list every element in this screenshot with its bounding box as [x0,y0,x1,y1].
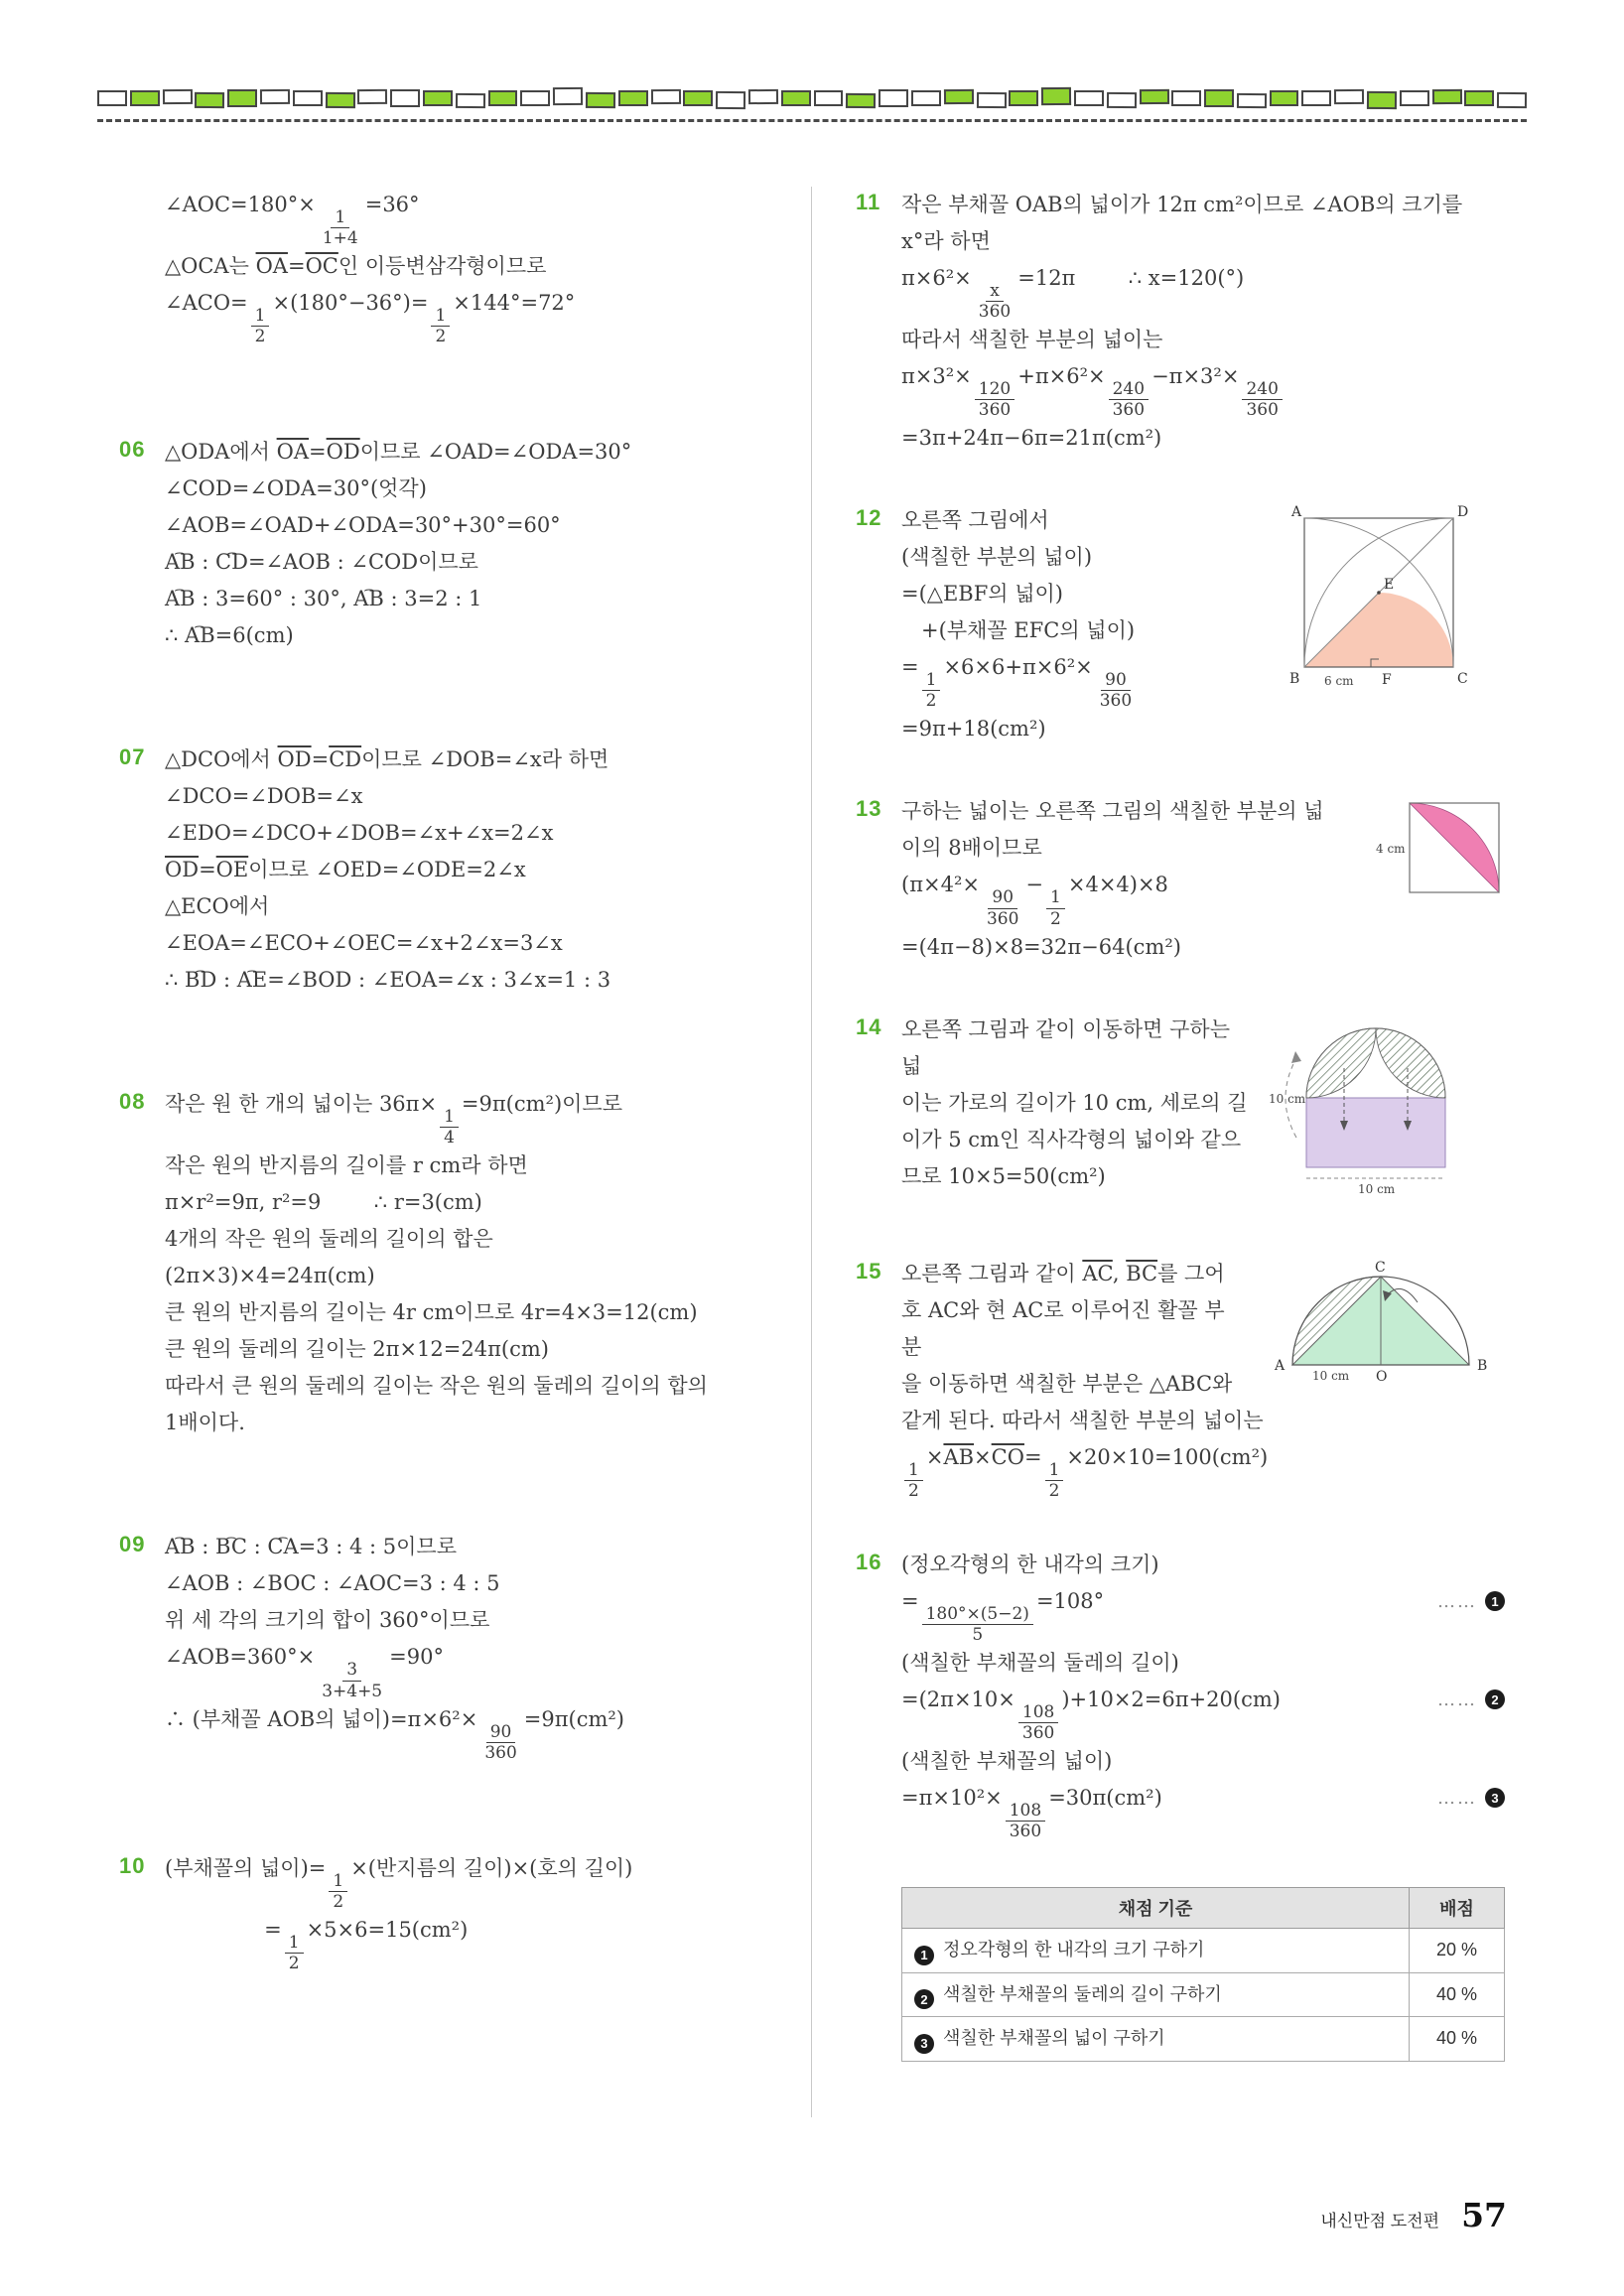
label-D: D [1457,504,1469,521]
solution-line: ∠EOA=∠ECO+∠OEC=∠x+2∠x=3∠x [165,931,563,956]
border-segment [195,92,224,108]
fraction: $\frac{90}{360}$ [986,887,1019,929]
border-segment [520,90,550,106]
rubric-criteria: 3 색칠한 부채꼴의 넓이 구하기 [902,2017,1410,2062]
fraction: $\frac{1}{2}$ [329,1871,347,1912]
rubric-criteria: 2 색칠한 부채꼴의 둘레의 길이 구하기 [902,1972,1410,2017]
border-segment [976,92,1006,108]
label-side: 10 cm [1269,1091,1306,1106]
border-segment [1041,87,1071,105]
problem-10 [119,1850,764,1973]
diagram-semicircle-triangle [1257,1258,1505,1389]
segment-overline: $\overline{AB}$ [943,1444,975,1469]
border-segment [357,88,387,103]
left-column [119,187,764,2061]
segment-overline: $\overline{CO}$ [991,1444,1024,1469]
solution-line: (2π×3)×4=24π(cm) [165,1264,375,1288]
border-segment [390,89,420,107]
solution-line: =(4π−8)×8=32π−64(cm²) [901,934,1181,959]
solution-line: x°라 하면 [901,229,991,253]
solution-line: =(2π×10× $\frac{108}{360}$ )+10×2=6π+20(cm) …… 2 [901,1682,1505,1743]
border-segment [1464,90,1494,106]
solution-line: ∠AOC=180°× $\frac{1}{1+4}$ =36° [165,193,420,249]
problem-number: 15 [856,1258,882,1283]
solution-line: ∠AOB=360°× $\frac{3}{3+4+5}$ =90° [165,1645,444,1701]
solution-line: 4개의 작은 원의 둘레의 길이의 합은 [165,1227,493,1252]
problem-09 [119,1529,764,1762]
problem-number: 06 [119,437,146,463]
label-E: E [1384,577,1395,594]
fraction: $\frac{1}{2}$ [251,306,270,346]
arc-notation: ⌢ AB [165,544,196,581]
solution-line: ∠EDO=∠DCO+∠DOB=∠x+∠x=2∠x [165,821,554,846]
solution-line: ∴ ⌢ BD : ⌢ AE=∠BOD : ∠EOA=∠x : 3∠x=1 : 3 [165,962,764,999]
fraction: $\frac{108}{360}$ [1006,1801,1045,1841]
border-segment [227,89,257,107]
arc-notation: ⌢ CD [215,544,248,581]
solution-line: =π×10²× $\frac{108}{360}$ =30π(cm²) …… 3 [901,1780,1505,1841]
problem-12 [856,502,1505,747]
diagram-p13 [1374,795,1505,910]
fraction: $\frac{3}{3+4+5}$ [322,1660,383,1701]
label-B: B [1477,1357,1488,1374]
border-segment [423,90,453,106]
solution-line: =3π+24π−6π=21π(cm²) [901,426,1162,451]
border-segment [846,92,876,107]
label-A: A [1291,504,1302,521]
problem-number: 14 [856,1013,882,1039]
problem-body [165,434,764,654]
solution-line: (색칠한 부채꼴의 넓이) [901,1748,1113,1773]
border-segment [326,92,355,108]
diagram-p12 [1288,504,1505,695]
label-size: 6 cm [1324,674,1354,689]
border-segment [716,91,745,109]
arc-notation: ⌢ AB [185,617,215,654]
segment-overline: $\overline{OA}$ [276,440,310,465]
problem-14 [856,1012,1505,1210]
arc-notation: ⌢ AE [237,962,268,999]
rubric-score: 20 % [1410,1929,1505,1973]
solution-line: = $\frac{1}{2}$ ×5×6=15(cm²) [165,1917,469,1973]
border-segment [163,88,193,103]
border-segment [650,88,680,103]
book-section-label: 내신만점 도전편 [1320,2212,1440,2230]
border-segment [879,89,908,107]
label-B: B [1289,671,1300,688]
border-segment [1074,90,1104,106]
border-segment [1432,88,1462,103]
problem-body [901,793,1505,965]
label-A: A [1275,1357,1286,1374]
segment-overline: $\overline{OE}$ [215,858,249,882]
problem-number: 12 [856,505,882,531]
diagram-square-arcs [1288,504,1505,691]
rubric-table [901,1887,1505,2062]
arc-notation: ⌢ BC [215,1529,247,1565]
solution-line: ⌢ AB : ⌢ BC : ⌢ CA=3 : 4 : 5이므로 [165,1529,764,1565]
problem-body [901,1012,1505,1210]
problem-body [901,187,1505,457]
border-segment [1301,90,1331,106]
solution-line: $\overline{OD}=\overline{OE}$이므로 ∠OED=∠ODE=2∠x [165,858,526,882]
step-marker: …… 3 [1437,1780,1505,1817]
solution-line: 이의 8배이므로 [901,836,1042,861]
solution-line: ∴ (부채꼴 AOB의 넓이)=π×6²× $\frac{90}{360}$ =9π(cm²) [165,1706,625,1763]
border-segment [911,90,941,106]
solution-line: 같게 된다. 따라서 색칠한 부분의 넓이는 [901,1408,1264,1432]
solution-line: ∠DCO=∠DOB=∠x [165,784,363,809]
border-segment [1009,90,1038,106]
diagram-p15 [1257,1258,1505,1393]
decorative-border-strip [97,85,1527,111]
segment-overline: $\overline{OD}$ [165,858,200,882]
rubric-row [902,1929,1505,1973]
segment-overline: $\overline{OD}$ [277,747,312,772]
solution-line: 큰 원의 둘레의 길이는 2π×12=24π(cm) [165,1337,549,1362]
border-segment [1107,92,1137,108]
border-segment [130,90,160,106]
rubric-criteria: 1 정오각형의 한 내각의 크기 구하기 [902,1929,1410,1973]
page-number: 57 [1461,2196,1507,2234]
problem-body [901,1256,1505,1501]
problem-body [165,1850,764,1973]
border-segment [586,92,615,108]
fraction: $\frac{90}{360}$ [484,1721,517,1763]
border-segment [97,90,127,106]
label-size: 4 cm [1376,842,1406,857]
label-C: C [1457,671,1468,688]
diagram-circle-leaves [1267,1013,1505,1196]
solution-line: +(부채꼴 EFC의 넓이) [901,618,1136,643]
label-F: F [1382,672,1392,689]
border-segment [1171,90,1201,106]
solution-line: ∠AOB : ∠BOC : ∠AOC=3 : 4 : 5 [165,1571,500,1596]
fraction: $\frac{1}{2}$ [1045,1460,1064,1501]
border-segment [293,90,323,106]
grading-rubric [901,1887,1505,2062]
border-segment [456,92,485,107]
problem-11 [856,187,1505,457]
problem-15 [856,1256,1505,1501]
fraction: $\frac{240}{360}$ [1242,379,1282,420]
circled-number: 2 [1485,1689,1505,1709]
segment-overline: $\overline{CD}$ [329,747,362,772]
border-segment [260,88,290,103]
fraction: $\frac{90}{360}$ [1099,670,1133,712]
solution-line: ∴ ⌢ AB=6(cm) [165,617,764,654]
border-segment [1400,90,1429,106]
problem-16 [856,1547,1505,1841]
border-segment [1497,92,1527,108]
circled-number: 3 [1485,1788,1505,1808]
segment-overline: $\overline{OC}$ [305,254,338,279]
segment-overline: $\overline{OD}$ [326,440,360,465]
rubric-header-row [902,1888,1505,1929]
circled-number: 1 [914,1946,934,1965]
solution-line: △ODA에서 $\overline{OA}=\overline{OD}$이므로 ∠OAD=∠ODA=30° [165,440,632,465]
problem-number: 16 [856,1549,882,1574]
solution-line: 작은 원 한 개의 넓이는 36π× $\frac{1}{4}$ =9π(cm²)이므로 [165,1092,623,1148]
problem-body [165,187,764,346]
fraction: $\frac{1}{2}$ [285,1933,304,1973]
rubric-score: 40 % [1410,2017,1505,2062]
segment-overline: $\overline{AC}$ [1082,1261,1113,1285]
rubric-score: 40 % [1410,1972,1505,2017]
problem-body [165,1529,764,1762]
label-size: 10 cm [1312,1368,1350,1383]
solution-line: ∠AOB=∠OAD+∠ODA=30°+30°=60° [165,513,561,538]
border-segment [1334,88,1364,103]
border-segment [553,87,583,105]
solution-line: 구하는 넓이는 오른쪽 그림의 색칠한 부분의 넓 [901,799,1324,824]
arc-notation: ⌢ BD [185,962,216,999]
circled-number: 2 [914,1989,934,2009]
solution-line: 오른쪽 그림과 같이 이동하면 구하는 넓 [901,1016,1237,1078]
solution-line: (부채꼴의 넓이)= $\frac{1}{2}$ ×(반지름의 길이)×(호의 길이) [165,1855,633,1912]
solution-line: =(△EBF의 넓이) [901,582,1063,607]
border-segment [683,90,713,106]
segment-overline: $\overline{OA}$ [255,254,288,279]
solution-line: 므로 10×5=50(cm²) [901,1163,1106,1188]
border-segment [1237,92,1267,107]
problem-body [165,1086,764,1441]
solution-line: 오른쪽 그림에서 [901,508,1049,533]
problem-07 [119,742,764,999]
border-segment [748,88,778,103]
label-O: O [1376,1368,1388,1385]
border-segment [814,90,844,106]
fraction: $\frac{x}{360}$ [978,281,1012,323]
problem-number: 11 [856,190,881,214]
arc-notation: ⌢ CA [267,1529,298,1565]
problem-number: 09 [119,1532,146,1557]
problem-number: 10 [119,1852,146,1878]
solution-line: (π×4²× $\frac{90}{360}$ − $\frac{1}{2}$ ×4×4)×8 [901,873,1168,929]
solution-line: △OCA는 $\overline{OA}=\overline{OC}$인 이등변삼각형이므로 [165,254,547,279]
solution-line: 호 AC와 현 AC로 이루어진 활꼴 부분 [901,1297,1225,1359]
solution-line: π×3²× $\frac{120}{360}$ +π×6²× $\frac{240}{360}$ −π×3²× $\frac{240}{360}$ [901,358,1505,420]
rubric-row [902,2017,1505,2062]
border-segment [781,90,811,106]
problem-08 [119,1086,764,1441]
solution-line: 오른쪽 그림과 같이 $\overline{AC}$, $\overline{BC}$를 그어 [901,1261,1225,1285]
solution-line: 위 세 각의 크기의 합이 360°이므로 [165,1608,490,1633]
circled-number: 3 [914,2034,934,2054]
solution-line: 따라서 색칠한 부분의 넓이는 [901,328,1163,352]
fraction: $\frac{120}{360}$ [975,379,1015,420]
solution-line: $\frac{1}{2}$ $\times\overline{AB}\times\overline{CO}=$ $\frac{1}{2}$ ×20×10=100(cm²) [901,1439,1505,1501]
solution-line: 이가 5 cm인 직사각형의 넓이와 같으 [901,1127,1242,1151]
solution-line: π×6²× $\frac{x}{360}$ =12π ∴ x=120(°) [901,266,1245,323]
fraction: $\frac{1}{4}$ [440,1107,459,1148]
label-bottom: 10 cm [1358,1181,1396,1196]
solution-line: 이는 가로의 길이가 10 cm, 세로의 길 [901,1090,1248,1115]
solution-continued [119,187,764,346]
segment-overline: $\overline{BC}$ [1126,1261,1158,1285]
solution-line: △DCO에서 $\overline{OD}=\overline{CD}$이므로 ∠DOB=∠x라 하면 [165,747,609,772]
border-segment [1367,91,1397,109]
rubric-row [902,1972,1505,2017]
solution-line: 따라서 큰 원의 둘레의 길이는 작은 원의 둘레의 길이의 합의 [165,1374,708,1399]
solution-line: (색칠한 부채꼴의 둘레의 길이) [901,1650,1179,1675]
solution-line: = $\frac{180^\circ\times(5-2)}{5}$ =108° …… 1 [901,1583,1505,1645]
step-marker: …… 1 [1437,1583,1505,1620]
solution-line: 큰 원의 반지름의 길이는 4r cm이므로 4r=4×3=12(cm) [165,1300,698,1325]
solution-line: π×r²=9π, r²=9 ∴ r=3(cm) [165,1190,482,1215]
arc-notation: ⌢ AB [165,581,196,617]
problem-number: 13 [856,796,882,822]
solution-line: ∠ACO= $\frac{1}{2}$ ×(180°−36°)= $\frac{1}{2}$ ×144°=72° [165,291,576,347]
arc-notation: ⌢ AB [353,581,384,617]
fraction: $\frac{1}{2}$ [1046,887,1065,928]
fraction: $\frac{1}{2}$ [922,670,941,711]
solution-columns [119,187,1505,2117]
solution-line: 작은 부채꼴 OAB의 넓이가 12π cm²이므로 ∠AOB의 크기를 [901,193,1463,216]
border-segment [618,90,648,106]
problem-number: 08 [119,1089,146,1115]
fraction: $\frac{1}{1+4}$ [322,207,358,249]
rubric-header-criteria: 채점 기준 [902,1888,1410,1929]
solution-line: ∠COD=∠ODA=30°(엇각) [165,476,427,501]
problem-body [901,1547,1505,1841]
decorative-dashed-line [97,119,1527,122]
fraction: $\frac{108}{360}$ [1018,1702,1058,1743]
solution-line: (정오각형의 한 내각의 크기) [901,1552,1159,1576]
problem-body [901,502,1505,747]
problem-number [119,187,165,346]
rubric-header-score: 배점 [1410,1888,1505,1929]
arc-notation: ⌢ AB [165,1529,196,1565]
fraction: $\frac{180^\circ\times(5-2)}{5}$ [922,1604,1033,1645]
border-segment [488,90,518,106]
solution-line: 1배이다. [165,1411,245,1435]
fraction: $\frac{1}{2}$ [904,1460,923,1501]
problem-13 [856,793,1505,965]
problem-number: 07 [119,744,146,770]
page-footer [1320,2196,1507,2234]
border-segment [1139,88,1168,103]
border-segment [944,88,974,103]
solution-line: (색칠한 부분의 넓이) [901,545,1093,570]
label-C: C [1375,1259,1386,1276]
solution-line: = $\frac{1}{2}$ ×6×6+π×6²× $\frac{90}{360}$ [901,649,1505,711]
border-segment [1270,90,1299,106]
solution-line: 작은 원의 반지름의 길이를 r cm라 하면 [165,1153,528,1178]
fraction: $\frac{1}{2}$ [431,306,450,346]
solution-line: =9π+18(cm²) [901,717,1046,742]
solution-line: △ECO에서 [165,894,270,919]
solution-line: ⌢ AB : ⌢ CD=∠AOB : ∠COD이므로 [165,544,764,581]
problem-06 [119,434,764,654]
problem-body [165,742,764,999]
solution-line: ⌢ AB : 3=60° : 30°, ⌢ AB : 3=2 : 1 [165,581,764,617]
border-segment [1204,89,1234,107]
solution-line: 을 이동하면 색칠한 부분은 △ABC와 [901,1371,1233,1396]
step-marker: …… 2 [1437,1682,1505,1718]
diagram-square-segment [1374,795,1505,906]
right-column [812,187,1505,2062]
fraction: $\frac{240}{360}$ [1109,379,1149,420]
diagram-p14 [1267,1013,1505,1200]
circled-number: 1 [1485,1591,1505,1611]
